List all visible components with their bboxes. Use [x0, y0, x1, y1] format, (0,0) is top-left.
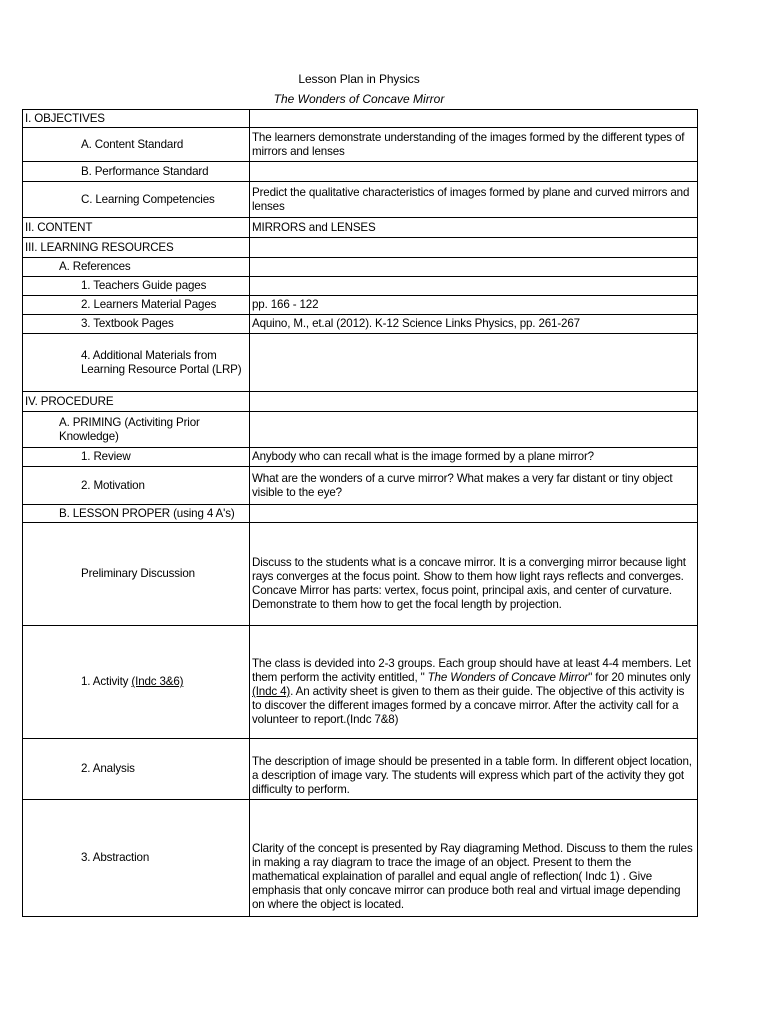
activity-text-3: . An activity sheet is given to them as their guide. The objective of this activity is to discover the different images formed by a concave mirror. After the activity call for a volunteer to report.(Indc 7&8) — [252, 685, 685, 726]
motivation-value: What are the wonders of a curve mirror? What makes a very far distant or tiny object visible to the eye? — [250, 467, 698, 505]
learning-resources-value — [250, 238, 698, 258]
content-standard-value: The learners demonstrate understanding of the images formed by the different types of mirrors and lenses — [250, 128, 698, 162]
procedure-label: IV. PROCEDURE — [23, 392, 250, 412]
lesson-plan-table — [22, 109, 698, 917]
table-row — [23, 334, 698, 392]
table-row — [23, 626, 698, 739]
activity-title-italic: The Wonders of Concave Mirror — [427, 671, 589, 684]
performance-standard-label: B. Performance Standard — [23, 162, 250, 182]
teachers-guide-value — [250, 277, 698, 296]
table-row — [23, 182, 698, 218]
table-row — [23, 448, 698, 467]
objectives-label: I. OBJECTIVES — [23, 110, 250, 128]
abstraction-label: 3. Abstraction — [23, 800, 250, 917]
table-row — [23, 739, 698, 800]
table-row — [23, 523, 698, 626]
lesson-proper-label: B. LESSON PROPER (using 4 A's) — [23, 505, 250, 523]
preliminary-discussion-label: Preliminary Discussion — [23, 523, 250, 626]
teachers-guide-label: 1. Teachers Guide pages — [23, 277, 250, 296]
motivation-label: 2. Motivation — [23, 467, 250, 505]
learners-material-label: 2. Learners Material Pages — [23, 296, 250, 315]
table-row — [23, 505, 698, 523]
activity-indicator: (Indc 3&6) — [131, 675, 184, 688]
priming-label: A. PRIMING (Activiting Prior Knowledge) — [23, 412, 250, 448]
activity-value — [250, 626, 698, 739]
table-row — [23, 467, 698, 505]
table-row — [23, 218, 698, 238]
textbook-value: Aquino, M., et.al (2012). K-12 Science Links Physics, pp. 261-267 — [250, 315, 698, 334]
objectives-value — [250, 110, 698, 128]
page-subtitle: The Wonders of Concave Mirror — [273, 92, 445, 106]
table-row — [23, 315, 698, 334]
preliminary-discussion-value: Discuss to the students what is a concave mirror. It is a converging mirror because light rays converges at the focus point. Show to them how light rays reflects and converges. Concave Mirror has parts: vertex, focus point, principal axis, and center of curvature. Demonstrate to them how to get the focal length by projection. — [250, 523, 698, 626]
table-row — [23, 800, 698, 917]
table-row — [23, 128, 698, 162]
activity-value-indicator: (Indc 4) — [252, 685, 291, 698]
review-label: 1. Review — [23, 448, 250, 467]
performance-standard-value — [250, 162, 698, 182]
table-row — [23, 296, 698, 315]
review-value: Anybody who can recall what is the image formed by a plane mirror? — [250, 448, 698, 467]
table-row — [23, 238, 698, 258]
lesson-proper-value — [250, 505, 698, 523]
additional-materials-value — [250, 334, 698, 392]
references-label: A. References — [23, 258, 250, 277]
activity-text-1: The class is devided into 2-3 groups. Each group should have at least 4-4 members. Let them perform the activity entitled, " — [252, 657, 691, 684]
table-row — [23, 412, 698, 448]
table-row — [23, 258, 698, 277]
priming-value — [250, 412, 698, 448]
learners-material-value: pp. 166 - 122 — [250, 296, 698, 315]
activity-label — [23, 626, 250, 739]
table-row — [23, 110, 698, 128]
table-row — [23, 392, 698, 412]
learning-competencies-label: C. Learning Competencies — [23, 182, 250, 218]
analysis-value: The description of image should be presented in a table form. In different object location, a description of image vary. The students will express which part of the activity they got difficulty to perform. — [250, 739, 698, 800]
analysis-label: 2. Analysis — [23, 739, 250, 800]
activity-text-2: " for 20 minutes only — [588, 671, 691, 684]
page-title: Lesson Plan in Physics — [298, 72, 420, 86]
learning-resources-label: III. LEARNING RESOURCES — [23, 238, 250, 258]
content-value: MIRRORS and LENSES — [250, 218, 698, 238]
content-standard-label: A. Content Standard — [23, 128, 250, 162]
procedure-value — [250, 392, 698, 412]
references-value — [250, 258, 698, 277]
additional-materials-label: 4. Additional Materials from Learning Resource Portal (LRP) — [23, 334, 250, 392]
learning-competencies-value: Predict the qualitative characteristics of images formed by plane and curved mirrors and lenses — [250, 182, 698, 218]
table-row — [23, 162, 698, 182]
activity-label-text: 1. Activity — [81, 675, 129, 688]
textbook-label: 3. Textbook Pages — [23, 315, 250, 334]
content-label: II. CONTENT — [23, 218, 250, 238]
table-row — [23, 277, 698, 296]
abstraction-value: Clarity of the concept is presented by Ray diagraming Method. Discuss to them the rules in making a ray diagram to trace the image of an object. Present to them the mathematical explaination of parallel and equal angle of reflection( Indc 1) . Give emphasis that only concave mirror can produce both real and virtual image depending on where the object is located. — [250, 800, 698, 917]
